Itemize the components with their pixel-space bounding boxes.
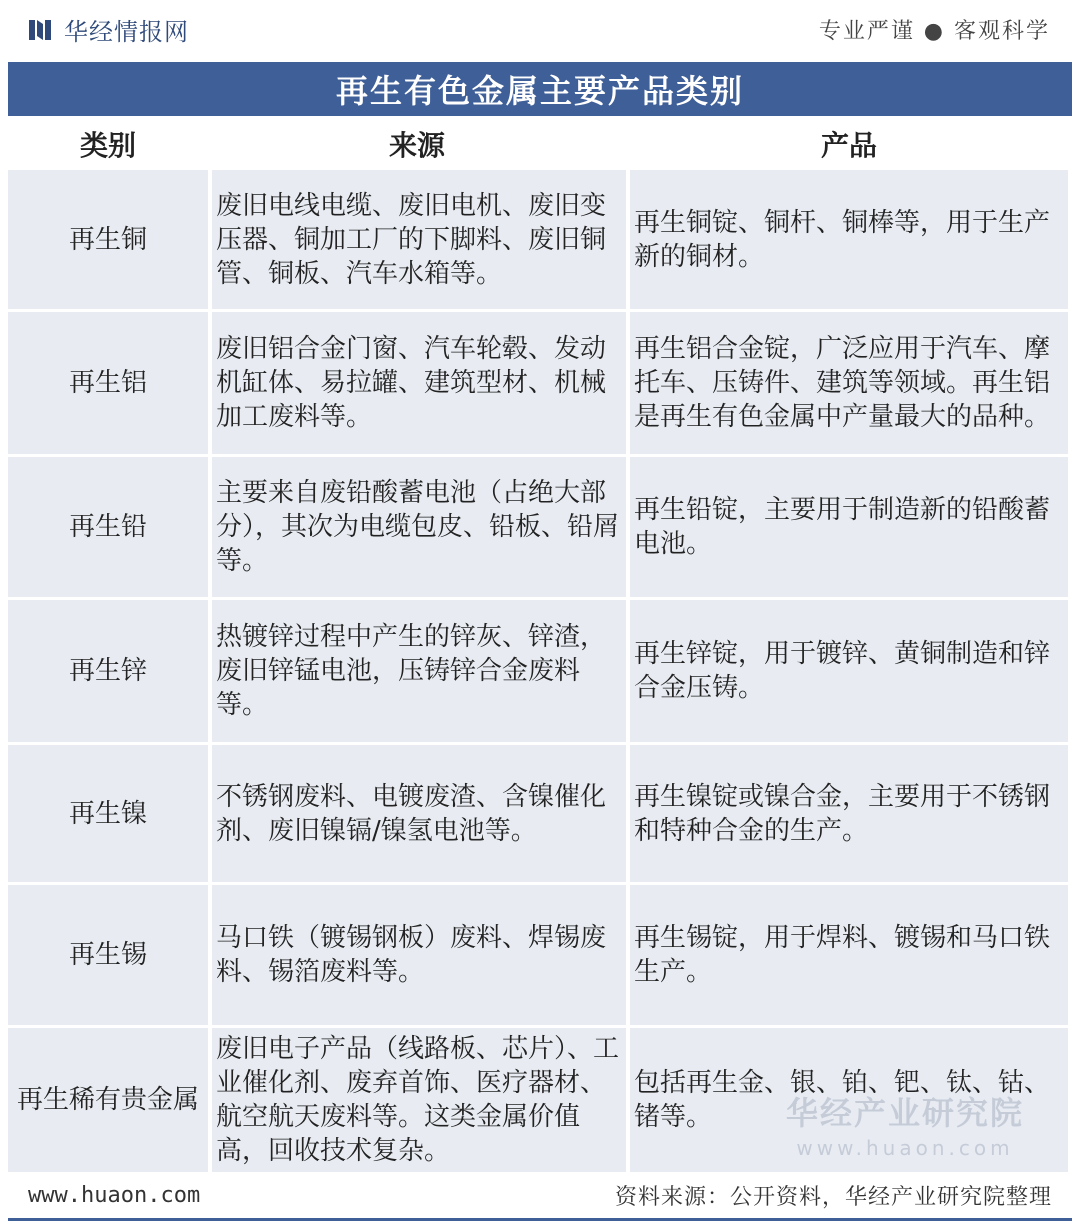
slogan: 专业严谨 ● 客观科学	[818, 18, 1050, 44]
watermark-url: www.huaon.com	[796, 1136, 1014, 1160]
source-cell: 废旧电线电缆、废旧电机、废旧变压器、铜加工厂的下脚料、废旧铜管、铜板、汽车水箱等。	[212, 170, 626, 309]
table-row	[8, 457, 1072, 597]
product-cell: 再生铅锭，主要用于制造新的铅酸蓄电池。	[630, 457, 1068, 597]
category-cell: 再生稀有贵金属	[8, 1028, 208, 1172]
source-cell: 热镀锌过程中产生的锌灰、锌渣，废旧锌锰电池，压铸锌合金废料等。	[212, 600, 626, 742]
source-note: 资料来源：公开资料，华经产业研究院整理	[614, 1184, 1052, 1210]
category-cell: 再生镍	[8, 745, 208, 882]
watermark-name: 华经产业研究院	[785, 1094, 1024, 1132]
title-band	[8, 62, 1072, 116]
category-cell: 再生铅	[8, 457, 208, 597]
top-bar	[0, 0, 1080, 58]
site-link[interactable]: www.huaon.com	[28, 1182, 201, 1208]
bottom-divider	[8, 1218, 1072, 1221]
source-cell: 废旧铝合金门窗、汽车轮毂、发动机缸体、易拉罐、建筑型材、机械加工废料等。	[212, 312, 626, 454]
category-cell: 再生锡	[8, 885, 208, 1025]
product-cell: 再生锌锭，用于镀锌、黄铜制造和锌合金压铸。	[630, 600, 1068, 742]
category-cell: 再生铝	[8, 312, 208, 454]
product-cell: 再生锡锭，用于焊料、镀锡和马口铁生产。	[630, 885, 1068, 1025]
product-cell: 再生镍锭或镍合金，主要用于不锈钢和特种合金的生产。	[630, 745, 1068, 882]
brand-name: 华经情报网	[64, 17, 189, 46]
table-row	[8, 745, 1072, 882]
brand-logo-icon	[28, 16, 54, 42]
product-cell: 再生铜锭、铜杆、铜棒等，用于生产新的铜材。	[630, 170, 1068, 309]
table-header	[8, 118, 1072, 170]
brand[interactable]	[28, 12, 189, 47]
column-header-product: 产品	[820, 129, 877, 162]
table-body	[8, 170, 1072, 1175]
footer	[0, 1172, 1080, 1218]
table-row	[8, 1028, 1072, 1172]
table-row	[8, 170, 1072, 309]
page-title: 再生有色金属主要产品类别	[335, 72, 744, 110]
source-cell: 废旧电子产品（线路板、芯片）、工业催化剂、废弃首饰、医疗器材、航空航天废料等。这类金属价值高，回收技术复杂。	[212, 1028, 626, 1172]
table-row	[8, 600, 1072, 742]
product-cell: 再生铝合金锭，广泛应用于汽车、摩托车、压铸件、建筑等领域。再生铝是再生有色金属中产量最大的品种。	[630, 312, 1068, 454]
category-cell: 再生铜	[8, 170, 208, 309]
product-cell: 包括再生金、银、铂、钯、钛、钴、锗等。	[630, 1028, 1068, 1172]
column-header-category: 类别	[79, 129, 136, 162]
table-row	[8, 885, 1072, 1025]
source-cell: 马口铁（镀锡钢板）废料、焊锡废料、锡箔废料等。	[212, 885, 626, 1025]
category-cell: 再生锌	[8, 600, 208, 742]
column-header-source: 来源	[388, 129, 445, 162]
source-cell: 不锈钢废料、电镀废渣、含镍催化剂、废旧镍镉/镍氢电池等。	[212, 745, 626, 882]
table-row	[8, 312, 1072, 454]
source-cell: 主要来自废铅酸蓄电池（占绝大部分），其次为电缆包皮、铅板、铅屑等。	[212, 457, 626, 597]
